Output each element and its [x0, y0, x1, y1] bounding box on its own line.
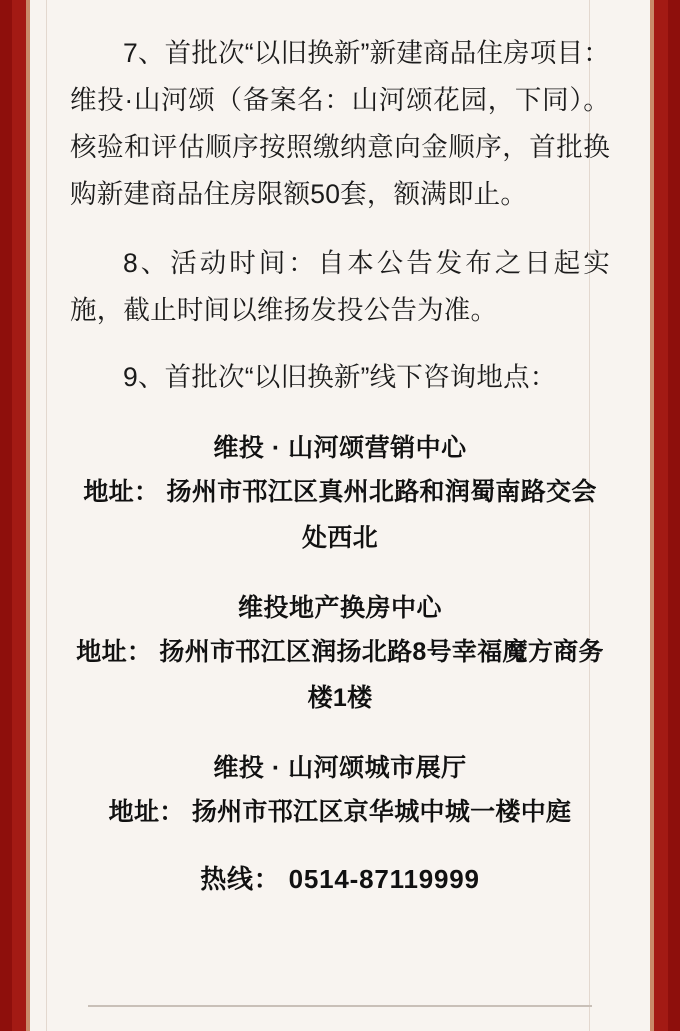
- location-title-3: 维投 · 山河颂城市展厅: [213, 754, 467, 782]
- location-title-1: 维投 · 山河颂营销中心: [213, 434, 467, 462]
- location-block-3: [70, 747, 610, 835]
- paragraph-item-8: 8、活动时间：自本公告发布之日起实施，截止时间以维扬发投公告为准。: [70, 248, 610, 325]
- hotline-text: 热线： 0514-87119999: [200, 864, 480, 894]
- location-block-1: [70, 427, 610, 561]
- location-address-2: 地址： 扬州市邗江区润扬北路8号幸福魔方商务楼1楼: [76, 638, 604, 712]
- paragraph-item-7: 7、首批次“以旧换新”新建商品住房项目：维投·山河颂（备案名：山河颂花园，下同）。核验和评估顺序按照缴纳意向金顺序，首批换购新建商品住房限额50套，额满即止。: [70, 38, 610, 209]
- bottom-divider: [88, 1005, 592, 1007]
- paragraph-item-9: 9、首批次“以旧换新”线下咨询地点：: [123, 362, 557, 392]
- spacer: [70, 733, 610, 747]
- location-address-3: 地址： 扬州市邗江区京华城中城一楼中庭: [108, 798, 572, 826]
- left-vertical-rule: [46, 0, 47, 1031]
- document-content: [56, 0, 624, 1031]
- location-block-2: [70, 587, 610, 721]
- spacer: [70, 573, 610, 587]
- location-address-1: 地址： 扬州市邗江区真州北路和润蜀南路交会处西北: [83, 478, 597, 552]
- location-title-2: 维投地产换房中心: [237, 594, 442, 622]
